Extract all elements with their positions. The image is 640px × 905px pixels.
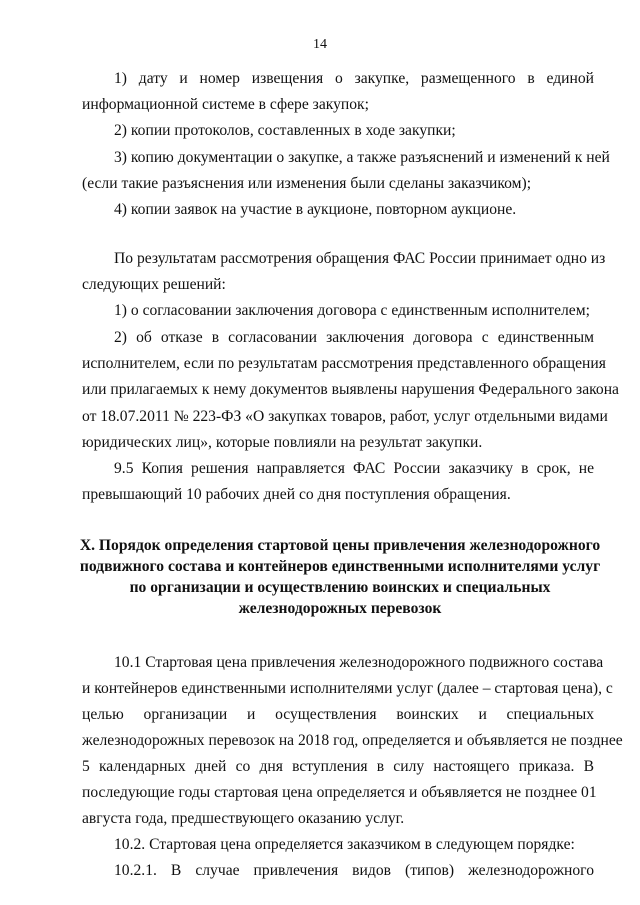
text-line: и контейнеров единственными исполнителями услуг (далее – стартовая цена), с: [82, 680, 613, 697]
text-line: целью организации и осуществления воинских и специальных: [82, 706, 594, 723]
text-line: 2) копии протоколов, составленных в ходе закупки;: [114, 122, 456, 139]
text-line: августа года, предшествующего оказанию услуг.: [82, 810, 405, 827]
text-line: (если такие разъяснения или изменения были сделаны заказчиком);: [82, 175, 532, 192]
text-line: или прилагаемых к нему документов выявлены нарушения Федерального закона: [82, 381, 619, 398]
text-line: 2) об отказе в согласовании заключения договора с единственным: [114, 329, 594, 346]
text-line: информационной системе в сфере закупок;: [82, 96, 369, 113]
text-line: 4) копии заявок на участие в аукционе, повторном аукционе.: [114, 201, 517, 218]
text-line: 10.2. Стартовая цена определяется заказчиком в следующем порядке:: [114, 836, 575, 853]
text-line: По результатам рассмотрения обращения ФАС России принимает одно из: [114, 250, 606, 267]
text-line: 9.5 Копия решения направляется ФАС России заказчику в срок, не: [114, 460, 594, 477]
text-line: 3) копию документации о закупке, а также разъяснений и изменений к ней: [114, 149, 610, 166]
text-line: последующие годы стартовая цена определяется и объявляется не позднее 01: [82, 784, 597, 801]
text-line: железнодорожных перевозок на 2018 год, определяется и объявляется не позднее: [82, 732, 623, 749]
text-line: 10.1 Стартовая цена привлечения железнодорожного подвижного состава: [114, 654, 604, 671]
text-line: юридических лиц», которые повлияли на результат закупки.: [82, 434, 483, 451]
text-line: превышающий 10 рабочих дней со дня поступления обращения.: [82, 486, 511, 503]
page-number: 14: [313, 37, 327, 52]
section-heading-line: X. Порядок определения стартовой цены привлечения железнодорожного: [79, 537, 601, 554]
text-line: 1) дату и номер извещения о закупке, размещенного в единой: [114, 70, 594, 87]
text-line: исполнителем, если по результатам рассмотрения представленного обращения: [82, 355, 606, 372]
section-heading-line: по организации и осуществлению воинских и специальных: [129, 579, 551, 596]
text-line: следующих решений:: [82, 276, 226, 293]
text-line: 5 календарных дней со дня вступления в силу настоящего приказа. В: [82, 758, 594, 775]
text-line: 1) о согласовании заключения договора с единственным исполнителем;: [114, 302, 590, 319]
text-line: 10.2.1. В случае привлечения видов (типов) железнодорожного: [114, 862, 594, 879]
text-line: от 18.07.2011 № 223-ФЗ «О закупках товаров, работ, услуг отдельными видами: [82, 408, 608, 425]
section-heading-line: железнодорожных перевозок: [238, 600, 442, 617]
section-heading-line: подвижного состава и контейнеров единственными исполнителями услуг: [79, 558, 601, 575]
